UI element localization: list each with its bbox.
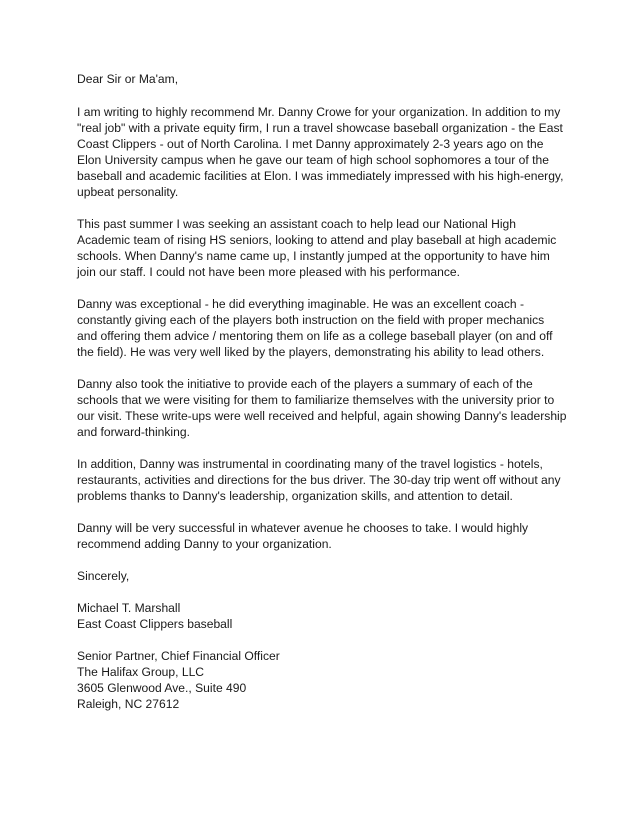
paragraph-performance: Danny was exceptional - he did everything imaginable. He was an excellent coach - constantly giving each of the players both instruction on the field with proper mechanics and offering them advice / mentoring them on life as a college baseball player (on and off the field). He was very well liked by the players, demonstrating his ability to lead others. (77, 297, 553, 359)
closing: Sincerely, (77, 569, 130, 583)
title-block (77, 648, 567, 712)
paragraph-initiative: Danny also took the initiative to provide each of the players a summary of each of the schools that we were visiting for them to familiarize themselves with the university prior to our visit. These write-ups were well received and helpful, again showing Danny's leadership and forward-thinking. (77, 377, 567, 439)
signature-block (77, 600, 567, 632)
company-name: The Halifax Group, LLC (77, 665, 205, 679)
paragraph-summer-coaching: This past summer I was seeking an assistant coach to help lead our National High Academic team of rising HS seniors, looking to attend and play baseball at high academic schools. When Danny's name came up, I instantly jumped at the opportunity to have him join our staff. I could not have been more pleased with his performance. (77, 217, 557, 279)
signer-name: Michael T. Marshall (77, 601, 181, 615)
signer-organization: East Coast Clippers baseball (77, 617, 233, 631)
paragraph-recommendation: Danny will be very successful in whatever avenue he chooses to take. I would highly recommend adding Danny to your organization. (77, 521, 529, 551)
paragraph-introduction: I am writing to highly recommend Mr. Danny Crowe for your organization. In addition to my "real job" with a private equity firm, I run a travel showcase baseball organization - the East Coast Clippers - out of North Carolina. I met Danny approximately 2-3 years ago on the Elon University campus when he gave our team of high school sophomores a tour of the baseball and academic facilities at Elon. I was immediately impressed with his high-energy, upbeat personality. (77, 105, 564, 199)
signer-title: Senior Partner, Chief Financial Officer (77, 649, 280, 663)
address-line-1: 3605 Glenwood Ave., Suite 490 (77, 681, 247, 695)
address-line-2: Raleigh, NC 27612 (77, 697, 180, 711)
salutation: Dear Sir or Ma'am, (77, 72, 179, 86)
paragraph-logistics: In addition, Danny was instrumental in coordinating many of the travel logistics - hotels, restaurants, activities and directions for the bus driver. The 30-day trip went off without any problems thanks to Danny's leadership, organization skills, and attention to detail. (77, 457, 561, 503)
letter-body (77, 71, 567, 728)
